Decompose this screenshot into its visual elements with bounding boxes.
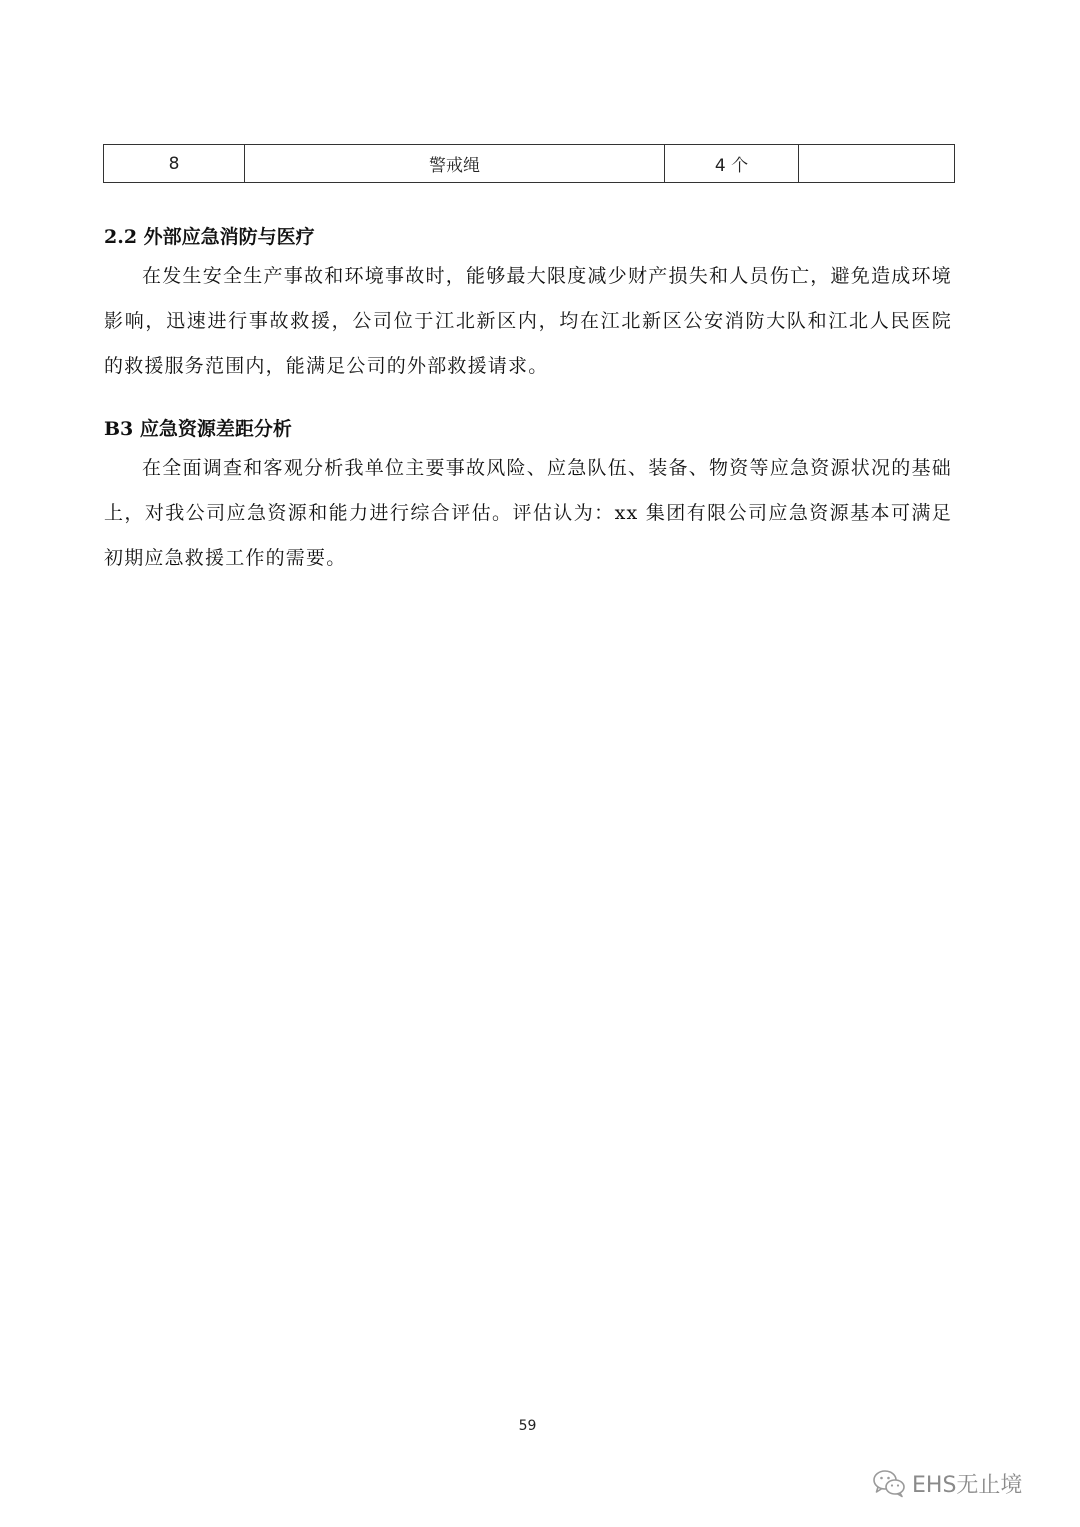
page-number: 59 (518, 1418, 537, 1434)
watermark (872, 1464, 1022, 1502)
section-body-external-emergency: 在发生安全生产事故和环境事故时，能够最大限度减少财产损失和人员伤亡，避免造成环境影响，迅速进行事故救援，公司位于江北新区内，均在江北新区公安消防大队和江北人民医院的救援服务范围内，能满足公司的外部救援请求。 (104, 265, 952, 377)
section-body-gap-analysis: 在全面调查和客观分析我单位主要事故风险、应急队伍、装备、物资等应急资源状况的基础上，对我公司应急资源和能力进行综合评估。评估认为：xx 集团有限公司应急资源基本可满足初期应急救援工作的需要。 (104, 457, 952, 569)
table-cell-quantity: 4 个 (665, 145, 799, 183)
table-row (104, 145, 955, 183)
section-heading-gap-analysis: B3 应急资源差距分析 (104, 418, 292, 440)
resource-table (103, 144, 955, 183)
table-cell-number: 8 (104, 145, 245, 183)
wechat-icon (872, 1468, 906, 1498)
section-heading-external-emergency: 2.2 外部应急消防与医疗 (104, 226, 315, 248)
table-cell-note (799, 145, 955, 183)
table-cell-item-name: 警戒绳 (245, 145, 665, 183)
watermark-text: EHS无止境 (912, 1472, 1023, 1498)
